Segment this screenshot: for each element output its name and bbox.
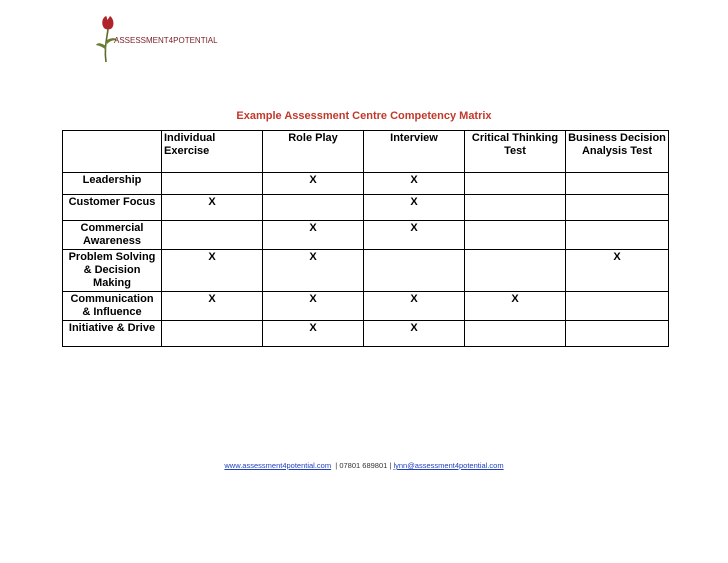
footer-contact: [0, 461, 728, 470]
competency-matrix-table: [62, 130, 669, 347]
column-header: Individual Exercise: [162, 131, 263, 173]
row-label: Communication & Influence: [63, 292, 162, 321]
table-cell: [162, 321, 263, 347]
table-row: [63, 221, 669, 250]
row-label: Leadership: [63, 173, 162, 195]
logo-text: ASSESSMENT4POTENTIAL: [114, 36, 218, 45]
table-row: [63, 292, 669, 321]
table-cell: [465, 173, 566, 195]
website-link[interactable]: www.assessment4potential.com: [224, 461, 332, 470]
column-header: Interview: [364, 131, 465, 173]
table-cell: X: [364, 195, 465, 221]
column-header: Role Play: [263, 131, 364, 173]
table-cell: X: [162, 195, 263, 221]
table-row: [63, 250, 669, 292]
table-cell: [364, 250, 465, 292]
row-label: Initiative & Drive: [63, 321, 162, 347]
table-cell: [465, 321, 566, 347]
company-logo: [92, 12, 218, 68]
footer-separator: |: [335, 461, 338, 470]
table-cell: X: [364, 321, 465, 347]
table-row: [63, 195, 669, 221]
document-title: Example Assessment Centre Competency Matrix: [236, 110, 492, 122]
table-cell: [465, 250, 566, 292]
table-cell: [566, 195, 669, 221]
row-label: Problem Solving & Decision Making: [63, 250, 162, 292]
table-cell: [465, 221, 566, 250]
table-cell: [566, 221, 669, 250]
phone-number: 07801 689801: [339, 461, 388, 470]
table-cell: X: [162, 250, 263, 292]
footer-separator: |: [389, 461, 392, 470]
table-cell: X: [364, 292, 465, 321]
table-cell: X: [263, 321, 364, 347]
table-header-row: [63, 131, 669, 173]
column-header: Business Decision Analysis Test: [566, 131, 669, 173]
table-cell: [465, 195, 566, 221]
column-header: Critical Thinking Test: [465, 131, 566, 173]
table-cell: [263, 195, 364, 221]
table-cell: X: [263, 250, 364, 292]
email-link[interactable]: lynn@assessment4potential.com: [393, 461, 504, 470]
table-cell: [566, 292, 669, 321]
table-cell: X: [162, 292, 263, 321]
table-cell: X: [263, 292, 364, 321]
table-cell: X: [364, 221, 465, 250]
table-cell: X: [364, 173, 465, 195]
table-cell: [566, 173, 669, 195]
table-cell: X: [566, 250, 669, 292]
table-cell: X: [465, 292, 566, 321]
row-label: Customer Focus: [63, 195, 162, 221]
table-cell: X: [263, 173, 364, 195]
table-cell: [162, 173, 263, 195]
table-cell: X: [263, 221, 364, 250]
table-cell: [162, 221, 263, 250]
table-cell: [566, 321, 669, 347]
row-label: Commercial Awareness: [63, 221, 162, 250]
table-row: [63, 321, 669, 347]
header-corner-cell: [63, 131, 162, 173]
table-row: [63, 173, 669, 195]
